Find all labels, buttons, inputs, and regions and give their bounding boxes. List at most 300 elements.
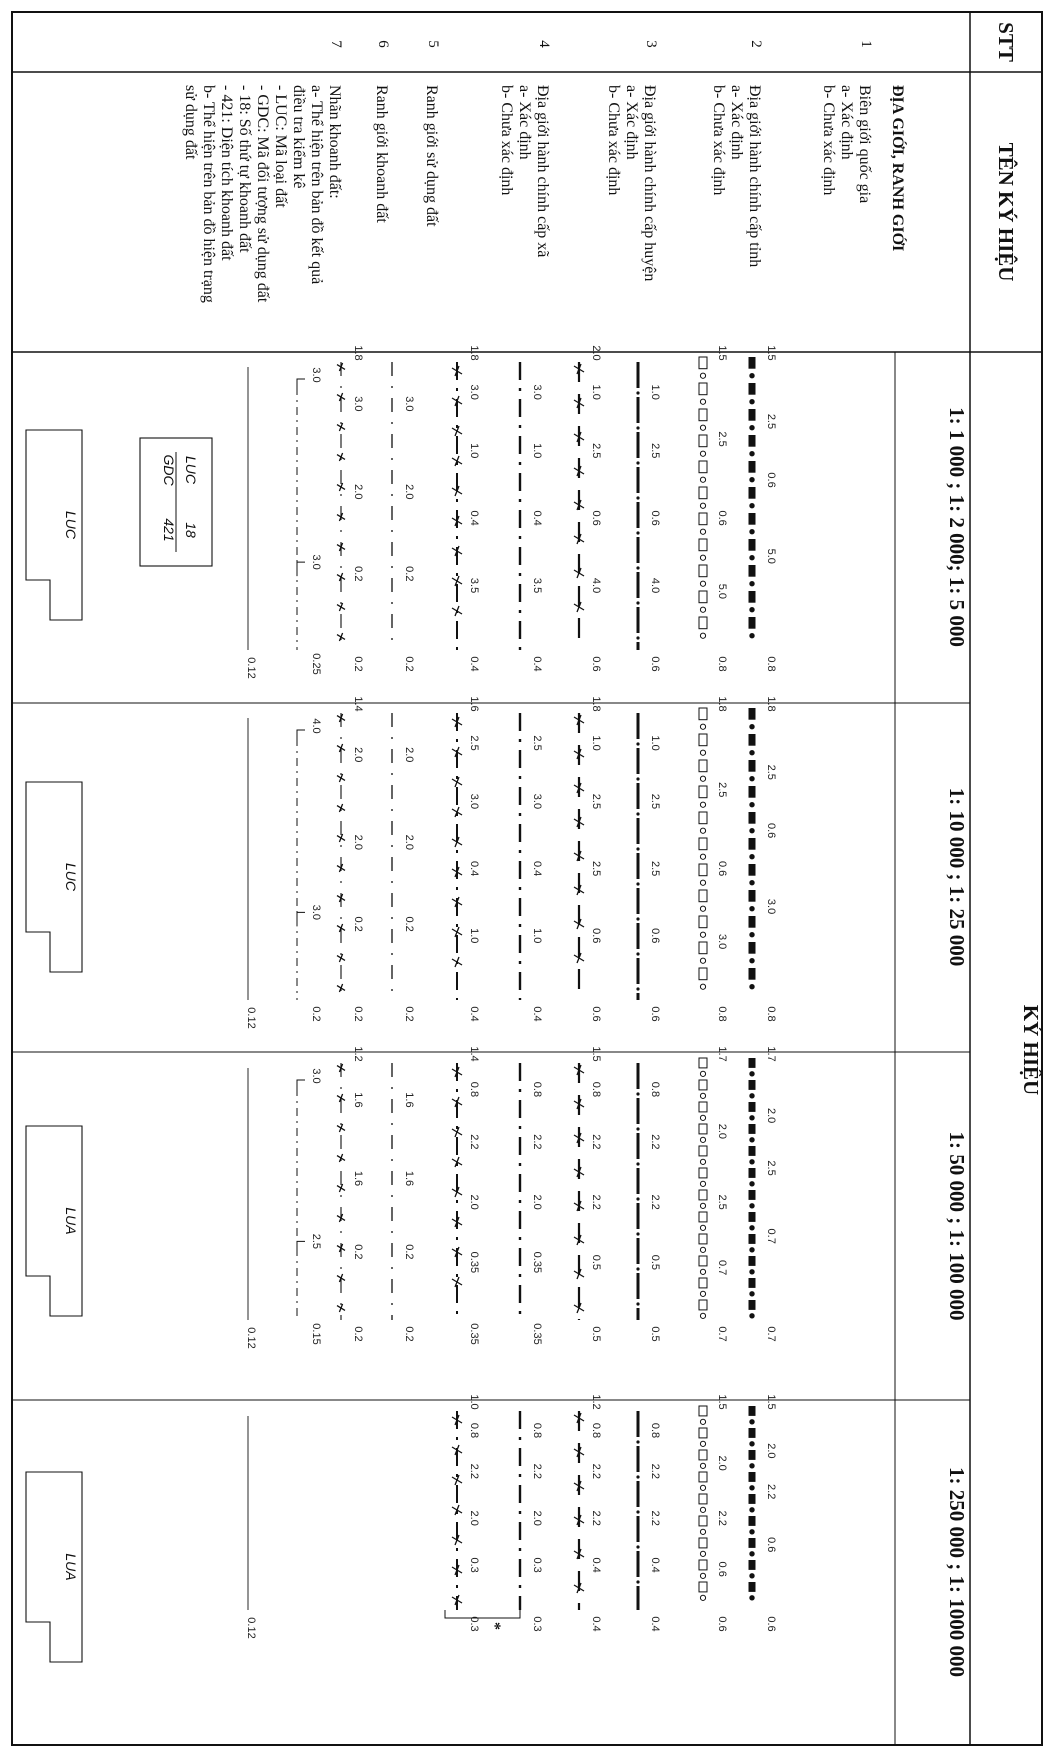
symbol-dot: [700, 932, 705, 937]
s2-r1b-1: 1.8: [716, 696, 728, 712]
s1-r4b-2: 3.0: [352, 396, 364, 412]
symbol-bar: [749, 1190, 756, 1200]
s2-r2b-1: 1.8: [590, 696, 602, 712]
stt-7: 7: [328, 40, 344, 48]
symbol-dot: [750, 1138, 754, 1142]
symbol-dot: [700, 529, 705, 534]
symbol-dot: [750, 1204, 754, 1208]
stt-header: STT: [994, 22, 1018, 62]
s2-r3b-3: 3.0: [468, 793, 480, 810]
symbol-bar: [749, 1428, 756, 1438]
s1-r2a-1: 1.0: [649, 384, 661, 400]
symbol-dot: [700, 1529, 705, 1534]
symbol-bar: [699, 591, 707, 603]
label-a-area: 421: [161, 518, 177, 542]
symbol-bar: [699, 942, 707, 954]
s3-r4b-1: 1.2: [352, 1046, 364, 1062]
symbol-dot: [636, 426, 639, 429]
s4-r1b-2: 2.0: [716, 1455, 728, 1471]
symbol-dot: [636, 952, 639, 955]
symbol-bar: [699, 734, 707, 746]
s4-r1a-3: 2.2: [765, 1484, 777, 1500]
symbol-dot: [636, 1092, 639, 1095]
symbol-dot: [750, 1464, 754, 1468]
star-bracket: [445, 1610, 520, 1630]
symbol-bar: [699, 1080, 707, 1090]
symbol-bar: [699, 1278, 707, 1288]
s4-r3a-3: 2.0: [531, 1510, 543, 1526]
s2-r1a-4: 3.0: [765, 898, 777, 915]
symbol-dot: [700, 1071, 705, 1076]
symbol-bar: [699, 1256, 707, 1266]
symbol-dot: [700, 1291, 705, 1296]
s4-r3a-5: 0.3: [531, 1616, 543, 1632]
star-bracket-line: [445, 1610, 520, 1618]
symbol-bar: [749, 838, 756, 850]
symbol-bar: [749, 1582, 756, 1592]
s3-r1b-5: 0.7: [716, 1326, 728, 1342]
s3-r3b-1: 1.4: [468, 1046, 480, 1062]
stt-6: 6: [375, 40, 391, 48]
s3-r1b-3: 2.5: [716, 1194, 728, 1210]
symbol-bar: [699, 1212, 707, 1222]
symbol-dot: [700, 425, 705, 430]
label-a-obj: GDC: [161, 454, 177, 486]
s2-r4b-1: 1.4: [352, 696, 364, 712]
row-3-line-1: Địa giới hành chính cấp huyện: [641, 85, 658, 282]
symbol-bar: [699, 539, 707, 551]
s1-r3b-2: 3.0: [468, 384, 480, 400]
symbol-bar: [749, 409, 756, 421]
symbol-bar: [749, 357, 756, 369]
section-title: ĐỊA GIỚI, RANH GIỚI: [889, 85, 906, 252]
scale-header-2: 1: 10 000 ; 1: 25 000: [945, 787, 969, 967]
symbol-dot: [750, 608, 754, 612]
symbol-bar: [749, 1102, 756, 1112]
s1-r6-1: 0.12: [245, 657, 257, 679]
s2-r1a-2: 2.5: [765, 764, 777, 780]
symbol-dot: [636, 566, 639, 569]
s3-r3b-4: 2.0: [468, 1194, 480, 1210]
symbol-bar: [749, 1494, 756, 1504]
symbol-dot: [700, 1441, 705, 1446]
s3-r5-3: 0.15: [310, 1323, 322, 1345]
s3-r2b-6: 0.5: [590, 1326, 602, 1342]
symbol-dot: [750, 504, 754, 508]
symbol-dot: [636, 1510, 639, 1513]
symbol-bar: [699, 1058, 707, 1068]
symbol-bar: [699, 968, 707, 980]
row-4-line-3: b- Chưa xác định: [498, 85, 515, 196]
symbol-dot: [750, 1182, 754, 1186]
s4-r3a-1: 0.8: [531, 1422, 543, 1439]
s2-r3a-4: 1.0: [531, 928, 543, 944]
symbol-dot: [750, 985, 754, 989]
symbol-bar: [749, 383, 756, 395]
stt-3: 3: [643, 40, 659, 48]
row-7-line-7: - 421: Diện tích khoanh đất: [218, 85, 235, 261]
s4-r2b-2: 0.8: [590, 1422, 602, 1439]
s4-r2a-3: 2.2: [649, 1510, 661, 1526]
s1-r3a-4: 3.5: [531, 577, 543, 594]
stt-4: 4: [536, 40, 552, 48]
s3-r4b-5: 0.2: [352, 1326, 364, 1342]
s1-r3b-4: 0.4: [468, 510, 480, 526]
symbol-dot: [750, 777, 754, 781]
symbol-dot: [636, 461, 639, 464]
symbol-bar: [749, 1538, 756, 1548]
symbol-dot: [700, 1181, 705, 1186]
symbol-bar: [749, 890, 756, 902]
symbol-bar: [699, 383, 707, 395]
s2-r3a-5: 0.4: [531, 1006, 543, 1022]
row-4-line-2: a- Xác định: [516, 85, 533, 160]
s4-r1b-3: 2.2: [716, 1510, 728, 1526]
symbol-dot: [700, 581, 705, 586]
symbol-bracket: [297, 1080, 305, 1094]
symbol-bar: [699, 916, 707, 928]
symbol-bar: [749, 1058, 756, 1068]
symbol-bar: [699, 409, 707, 421]
symbol-bar: [699, 838, 707, 850]
s2-r2b-2: 1.0: [590, 735, 602, 751]
table-border: [12, 12, 1042, 1745]
s3-r6-1: 0.12: [245, 1327, 257, 1349]
s2-r5-2: 3.0: [310, 904, 322, 921]
s1-r3b-1: 1.8: [468, 345, 480, 361]
symbol-dot: [636, 777, 639, 780]
symbol-bar: [749, 1080, 756, 1090]
s3-r2a-3: 2.2: [649, 1194, 661, 1210]
scale-header-4: 1: 250 000 ; 1: 1000 000: [945, 1467, 969, 1677]
s2-r2b-3: 2.5: [590, 793, 602, 810]
symbol-dot: [750, 1552, 754, 1556]
symbol-dot: [636, 391, 639, 394]
s3-r4b-4: 0.2: [352, 1244, 364, 1260]
symbol-bar: [699, 617, 707, 629]
s2-r4a-2: 2.0: [403, 834, 415, 850]
symbol-dot: [700, 1573, 705, 1578]
symbol-dot: [636, 1162, 639, 1165]
s3-r4a-1: 1.6: [403, 1092, 415, 1108]
s4-r1a-2: 2.0: [765, 1443, 777, 1459]
symbol-bar: [749, 1516, 756, 1526]
symbol-dot: [750, 803, 754, 807]
s3-r2a-4: 0.5: [649, 1254, 661, 1271]
symbol-bar: [699, 461, 707, 473]
s4-r2b-6: 0.4: [590, 1616, 602, 1632]
symbol-dot: [636, 847, 639, 850]
s3-r2b-3: 2.2: [590, 1134, 602, 1150]
symbol-dot: [750, 751, 754, 755]
symbol-bar: [749, 539, 756, 551]
s2-r1a-1: 1.8: [765, 696, 777, 712]
s2-r3b-6: 0.4: [468, 1006, 480, 1022]
symbol-bracket: [297, 912, 305, 926]
s4-r2a-5: 0.4: [649, 1616, 661, 1632]
symbol-dot: [750, 1160, 754, 1164]
name-header: TÊN KÝ HIỆU: [994, 142, 1018, 282]
stt-5: 5: [425, 40, 441, 48]
symbol-dot: [700, 828, 705, 833]
symbol-bar: [699, 1428, 707, 1438]
names: [182, 40, 908, 303]
symbol-dot: [700, 1507, 705, 1512]
symbol-dot: [700, 724, 705, 729]
symbol-bar: [749, 942, 756, 954]
symbol-dot: [700, 1225, 705, 1230]
s2-r3a-3: 0.4: [531, 860, 543, 877]
scale-header-1: 1: 1 000 ; 1: 2 000; 1: 5 000: [945, 407, 969, 647]
symbol-dot: [636, 917, 639, 920]
symbol-dot: [750, 400, 754, 404]
symbol-bar: [699, 565, 707, 577]
symbol-bar: [749, 1450, 756, 1460]
symbol-dot: [750, 1530, 754, 1534]
s2-r6-1: 0.12: [245, 1007, 257, 1029]
symbol-dot: [700, 1551, 705, 1556]
s1-r2b-4: 0.6: [590, 510, 602, 526]
s1-r2a-5: 0.6: [649, 656, 661, 672]
symbol-dot: [636, 496, 639, 499]
s2-r4b-3: 2.0: [352, 834, 364, 850]
symbol-bar: [699, 487, 707, 499]
s3-r4a-3: 0.2: [403, 1244, 415, 1260]
row-7-line-8: b- Thể hiện trên bản đồ hiện trạng: [200, 85, 217, 303]
s3-r1b-1: 1.7: [716, 1046, 728, 1062]
symbol-cross: [455, 957, 459, 967]
s3-r3a-5: 0.35: [531, 1323, 543, 1345]
symbol-bar: [749, 1472, 756, 1482]
stt-2: 2: [748, 40, 764, 48]
label-b-1: LUC: [63, 510, 79, 540]
s3-r3b-2: 0.8: [468, 1081, 480, 1098]
s1-r2b-1: 2.0: [590, 345, 602, 361]
s4-r1b-5: 0.6: [716, 1616, 728, 1632]
s3-r3b-6: 0.35: [468, 1323, 480, 1345]
symbol-dot: [636, 742, 639, 745]
s1-r2a-3: 0.6: [649, 510, 661, 526]
s3-r2b-5: 0.5: [590, 1254, 602, 1271]
s1-r4a-2: 2.0: [403, 484, 415, 500]
symbol-dot: [750, 426, 754, 430]
symbol-dot: [700, 802, 705, 807]
s4-r3b-2: 0.8: [468, 1422, 480, 1439]
symbol-bar: [699, 1234, 707, 1244]
symbol-bar: [749, 1406, 756, 1416]
s1-r1a-3: 0.6: [765, 472, 777, 488]
s2-r4a-4: 0.2: [403, 1006, 415, 1022]
symbols-scale-2: [245, 696, 777, 1028]
row-2-line-1: Địa giới hành chính cấp tỉnh: [746, 85, 763, 268]
symbol-dot: [700, 555, 705, 560]
symbol-bar: [699, 760, 707, 772]
symbol-bar: [749, 1560, 756, 1570]
symbol-dot: [750, 881, 754, 885]
symbol-dot: [700, 1115, 705, 1120]
s2-r3b-2: 2.5: [468, 735, 480, 751]
symbol-bar: [699, 1300, 707, 1310]
row-7-line-4: - LUC: Mã loại đất: [272, 85, 289, 208]
symbol-dot: [636, 636, 639, 639]
scale-header-3: 1: 50 000 ; 1: 100 000: [945, 1131, 969, 1321]
s2-r4b-5: 0.2: [352, 1006, 364, 1022]
s3-r2b-1: 1.5: [590, 1046, 602, 1062]
symbol-bar: [749, 513, 756, 525]
symbol-dot: [700, 958, 705, 963]
symbol-bar: [699, 708, 707, 720]
s1-r1b-2: 2.5: [716, 431, 728, 447]
symbol-dot: [700, 1247, 705, 1252]
symbol-dot: [750, 556, 754, 560]
symbol-dot: [636, 1127, 639, 1130]
symbol-dot: [750, 582, 754, 586]
symbol-dot: [700, 1203, 705, 1208]
symbol-cross: [455, 606, 459, 616]
symbol-dot: [700, 1595, 705, 1600]
s1-r3a-3: 0.4: [531, 510, 543, 526]
s4-r3b-5: 0.3: [468, 1557, 480, 1573]
s3-r1a-1: 1.7: [765, 1046, 777, 1062]
s1-r4b-5: 0.2: [352, 656, 364, 672]
s2-r1a-5: 0.8: [765, 1006, 777, 1022]
s2-r1a-3: 0.6: [765, 822, 777, 839]
s3-r3a-2: 2.2: [531, 1134, 543, 1150]
s4-r2b-1: 1.2: [590, 1394, 602, 1410]
s3-r1a-5: 0.7: [765, 1326, 777, 1342]
symbol-bar: [699, 1516, 707, 1526]
symbol-bar: [699, 786, 707, 798]
symbol-header: KÝ HIỆU: [1019, 1004, 1043, 1096]
s2-r1b-5: 0.8: [716, 1006, 728, 1022]
label-b-4: LUA: [63, 1553, 79, 1581]
symbol-bracket: [297, 1241, 305, 1255]
symbol-bar: [699, 1146, 707, 1156]
s3-r4b-3: 1.6: [352, 1170, 364, 1187]
s2-r2a-5: 0.6: [649, 1006, 661, 1022]
s4-r2a-2: 2.2: [649, 1463, 661, 1479]
symbol-bar: [749, 1124, 756, 1134]
symbol-dot: [750, 1574, 754, 1578]
symbol-dot: [750, 907, 754, 911]
row-7-line-1: Nhãn khoanh đất:: [326, 85, 343, 199]
s4-r1b-4: 0.6: [716, 1561, 728, 1577]
symbol-bar: [749, 1278, 756, 1288]
s3-r2a-2: 2.2: [649, 1134, 661, 1150]
row-2-line-3: b- Chưa xác định: [710, 85, 727, 196]
s1-r2a-2: 2.5: [649, 443, 661, 459]
s2-r1b-2: 2.5: [716, 782, 728, 798]
symbol-dot: [750, 1486, 754, 1490]
symbol-dot: [700, 1159, 705, 1164]
label-a-code: LUC: [183, 455, 199, 485]
s1-r1b-5: 0.8: [716, 656, 728, 672]
land-labels: [26, 430, 212, 1662]
symbol-dot: [636, 1232, 639, 1235]
s1-r5-3: 0.25: [310, 653, 322, 675]
s3-r3b-3: 2.2: [468, 1134, 480, 1150]
s4-r3a-2: 2.2: [531, 1463, 543, 1479]
symbol-bar: [699, 1538, 707, 1548]
star-mark: *: [486, 1622, 503, 1630]
s4-r1b-1: 1.5: [716, 1394, 728, 1410]
s1-r1a-2: 2.5: [765, 413, 777, 430]
s3-r2a-1: 0.8: [649, 1081, 661, 1098]
symbol-dot: [700, 373, 705, 378]
symbol-bar: [749, 565, 756, 577]
s2-r4b-2: 2.0: [352, 747, 364, 763]
symbol-dot: [636, 601, 639, 604]
s1-r3b-5: 3.5: [468, 577, 480, 594]
symbol-dot: [636, 812, 639, 815]
s4-r2b-5: 0.4: [590, 1557, 602, 1573]
symbol-bar: [699, 1494, 707, 1504]
s1-r4b-3: 2.0: [352, 484, 364, 500]
label-a-no: 18: [183, 522, 199, 538]
s4-r3b-4: 2.0: [468, 1510, 480, 1526]
s1-r1b-4: 5.0: [716, 583, 728, 600]
symbol-bar: [749, 760, 756, 772]
s2-r3b-5: 1.0: [468, 928, 480, 944]
s3-r1b-2: 2.0: [716, 1123, 728, 1140]
s4-r3b-6: 0.3: [468, 1616, 480, 1632]
symbol-dot: [700, 1269, 705, 1274]
symbol-dot: [700, 451, 705, 456]
symbol-bar: [749, 786, 756, 798]
symbol-dot: [700, 399, 705, 404]
row-2-line-2: a- Xác định: [728, 85, 745, 160]
symbol-dot: [750, 829, 754, 833]
row-3-line-2: a- Xác định: [623, 85, 640, 160]
s3-r4a-2: 1.6: [403, 1170, 415, 1187]
symbol-dot: [636, 531, 639, 534]
label-b-2: LUC: [63, 862, 79, 892]
s2-r3b-1: 1.6: [468, 696, 480, 712]
s4-r6-1: 0.12: [245, 1617, 257, 1639]
s1-r2b-6: 0.6: [590, 656, 602, 672]
s3-r5-1: 3.0: [310, 1068, 322, 1084]
symbol-dot: [750, 1596, 754, 1600]
symbol-dot: [700, 854, 705, 859]
s3-r2b-2: 0.8: [590, 1081, 602, 1098]
symbol-dot: [700, 880, 705, 885]
s4-r3b-3: 2.2: [468, 1463, 480, 1479]
s2-r2a-2: 2.5: [649, 793, 661, 810]
symbol-dot: [750, 1094, 754, 1098]
symbol-dot: [700, 1313, 705, 1318]
s1-r5-1: 3.0: [310, 367, 322, 383]
symbol-bracket: [297, 562, 305, 576]
symbol-bar: [749, 708, 756, 720]
s4-r2b-3: 2.2: [590, 1463, 602, 1479]
symbol-dot: [636, 1580, 639, 1583]
symbol-dot: [750, 1292, 754, 1296]
s1-r4a-3: 0.2: [403, 566, 415, 582]
s1-r3a-2: 1.0: [531, 443, 543, 459]
symbol-dot: [700, 776, 705, 781]
symbols-scale-1: [245, 345, 777, 678]
s1-r3a-5: 0.4: [531, 656, 543, 672]
row-1-line-1: Biên giới quốc gia: [856, 85, 873, 204]
symbol-dot: [750, 530, 754, 534]
symbol-dot: [750, 478, 754, 482]
symbols-scale-4: [245, 1394, 777, 1638]
s2-r5-3: 0.2: [310, 1006, 322, 1022]
symbol-dot: [700, 750, 705, 755]
symbol-dot: [636, 1545, 639, 1548]
symbols: [26, 345, 777, 1662]
s2-r3b-4: 0.4: [468, 860, 480, 877]
